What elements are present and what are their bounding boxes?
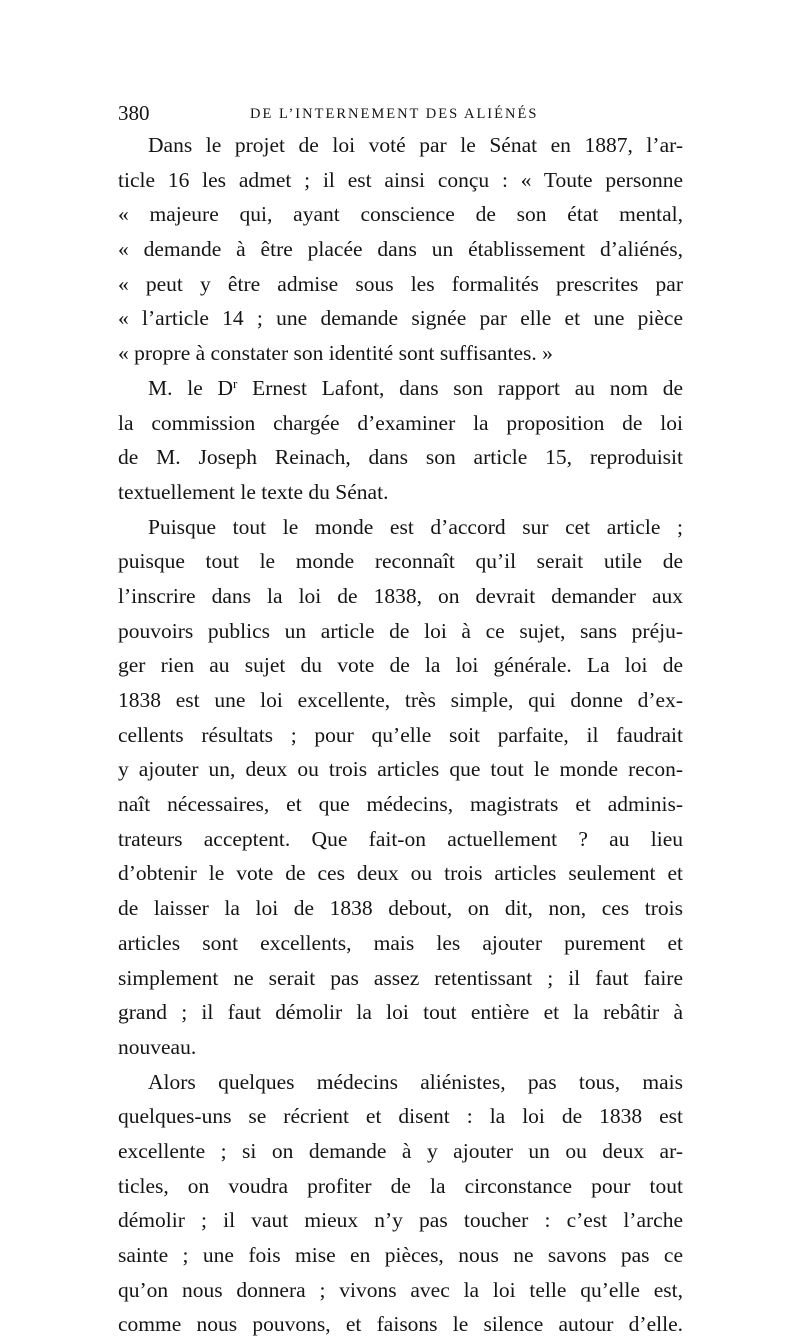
text-line: comme nous pouvons, et faisons le silence autour d’elle. — [118, 1312, 683, 1337]
text-line: « peut y être admise sous les formalités prescrites par — [118, 271, 683, 296]
text-line: de laisser la loi de 1838 debout, on dit, non, ces trois — [118, 896, 683, 921]
text-line: « propre à constater son identité sont suffisantes. » — [118, 341, 553, 366]
text-line: « majeure qui, ayant conscience de son état mental, — [118, 202, 683, 227]
body-text — [118, 128, 683, 1342]
text-line: ger rien au sujet du vote de la loi générale. La loi de — [118, 653, 683, 678]
text-line: de M. Joseph Reinach, dans son article 15, reproduisit — [118, 445, 683, 470]
text-line: ticle 16 les admet ; il est ainsi conçu : « Toute personne — [118, 167, 683, 192]
text-line: sainte ; une fois mise en pièces, nous ne savons pas ce — [118, 1243, 683, 1267]
text-line: 1838 est une loi excellente, très simple, qui donne d’ex- — [118, 688, 683, 712]
text-line: ticles, on voudra profiter de la circonstance pour tout — [118, 1173, 683, 1198]
text-line: cellents résultats ; pour qu’elle soit parfaite, il faudrait — [118, 722, 683, 747]
text-line: quelques-uns se récrient et disent : la loi de 1838 est — [118, 1104, 683, 1129]
text-line: la commission chargée d’examiner la proposition de loi — [118, 410, 683, 435]
text-line: pouvoirs publics un article de loi à ce sujet, sans préju- — [118, 618, 683, 643]
text-line: Puisque tout le monde est d’accord sur cet article ; — [148, 514, 683, 539]
text-line: puisque tout le monde reconnaît qu’il serait utile de — [118, 549, 683, 574]
text-line: textuellement le texte du Sénat. — [118, 479, 389, 504]
text-line: l’inscrire dans la loi de 1838, on devrait demander aux — [118, 583, 683, 608]
text-line: d’obtenir le vote de ces deux ou trois articles seulement et — [118, 861, 683, 886]
text-line: qu’on nous donnera ; vivons avec la loi telle qu’elle est, — [118, 1277, 683, 1302]
text-line: nouveau. — [118, 1034, 197, 1059]
running-title: DE L’INTERNEMENT DES ALIÉNÉS — [250, 106, 539, 122]
text-line: Alors quelques médecins aliénistes, pas tous, mais — [148, 1069, 683, 1094]
text-line: grand ; il faut démolir la loi tout entière et la rebâtir à — [118, 1000, 683, 1025]
text-line: « demande à être placée dans un établissement d’aliénés, — [118, 237, 683, 262]
text-segment: Ernest Lafont, dans son rapport au nom de — [237, 375, 684, 400]
running-head — [118, 98, 683, 128]
text-line: excellente ; si on demande à y ajouter un ou deux ar- — [118, 1138, 683, 1163]
text-line: Dans le projet de loi voté par le Sénat en 1887, l’ar- — [148, 133, 683, 157]
text-line: y ajouter un, deux ou trois articles que tout le monde recon- — [118, 757, 683, 782]
text-line: articles sont excellents, mais les ajouter purement et — [118, 930, 683, 955]
text-segment: M. le D — [148, 375, 234, 400]
superscript: r — [233, 375, 238, 391]
text-line: simplement ne serait pas assez retentissant ; il faut faire — [118, 965, 683, 990]
text-line: démolir ; il vaut mieux n’y pas toucher : c’est l’arche — [118, 1208, 683, 1233]
text-line — [118, 371, 683, 406]
text-line: « l’article 14 ; une demande signée par elle et une pièce — [118, 306, 683, 331]
text-line: naît nécessaires, et que médecins, magistrats et adminis- — [118, 792, 683, 817]
page-number: 380 — [118, 101, 150, 125]
text-line: trateurs acceptent. Que fait-on actuellement ? au lieu — [118, 826, 683, 851]
